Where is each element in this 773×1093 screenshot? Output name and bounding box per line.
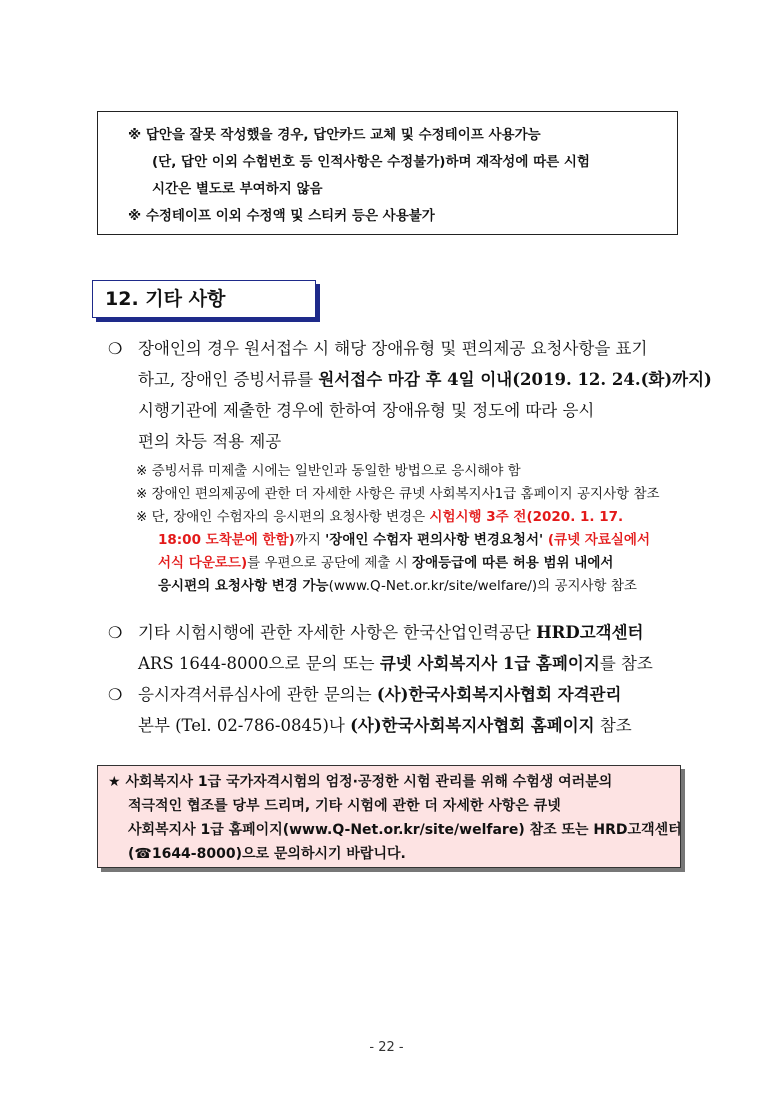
highlight-text: (큐넷 자료실에서 (543, 532, 651, 548)
deadline-text: 원서접수 마감 후 4일 이내(2019. 12. 24.(화)까지) (318, 370, 712, 389)
text-line: 편의 차등 적용 제공 (138, 432, 282, 451)
notice-line: 적극적인 협조를 당부 드리며, 기타 시험에 관한 더 자세한 사항은 큐넷 (128, 798, 561, 814)
notice-line: (☎1644-8000)으로 문의하시기 바랍니다. (128, 846, 406, 862)
text-span: 응시자격서류심사에 관한 문의는 (138, 685, 377, 704)
circle-bullet-icon: ❍ (108, 339, 123, 358)
text-span: 사회복지사 1급 국가자격시험의 엄정·공정한 시험 관리를 위해 수험생 여러분의 (125, 774, 613, 790)
bold-text: (사)한국사회복지사협회 홈페이지 (350, 716, 595, 735)
bold-text: HRD고객센터 (536, 623, 644, 642)
note-line (136, 506, 696, 529)
text-span: 기타 시험시행에 관한 자세한 사항은 한국산업인력공단 (138, 623, 537, 642)
bold-text: 응시편의 요청사항 변경 가능 (158, 578, 329, 594)
bold-text: 장애등급에 따른 허용 범위 내에서 (412, 555, 614, 571)
highlight-text: 18:00 도착분에 한함) (158, 532, 295, 548)
note-line: ※ 증빙서류 미제출 시에는 일반인과 동일한 방법으로 응시해야 함 (136, 463, 521, 479)
text-span: ※ 단, 장애인 수험자의 응시편의 요청사항 변경은 (136, 509, 430, 525)
paragraph-disability (108, 333, 712, 457)
text-line: 시행기관에 제출한 경우에 한하여 장애유형 및 정도에 따라 응시 (138, 401, 595, 420)
text-span: 를 우편으로 공단에 제출 시 (247, 555, 413, 571)
url-text: (www.Q-Net.or.kr/site/welfare/)의 공지사항 참조 (328, 578, 637, 594)
note-line: ※ 수정테이프 이외 수정액 및 스티커 등은 사용불가 (128, 208, 435, 224)
note-line: 시간은 별도로 부여하지 않음 (152, 181, 323, 197)
text-line (108, 617, 690, 648)
text-line: 장애인의 경우 원서접수 시 해당 장애유형 및 편의제공 요청사항을 표기 (138, 339, 648, 358)
circle-bullet-icon: ❍ (108, 685, 123, 704)
notice-line (108, 770, 668, 794)
highlight-text: 시험시행 3주 전(2020. 1. 17. (429, 509, 624, 525)
note-line (136, 529, 696, 552)
circle-bullet-icon: ❍ (108, 623, 123, 642)
text-span: 나 (328, 716, 351, 735)
text-line (108, 710, 690, 741)
text-span: 본부 (Tel. 02-786-0845) (138, 716, 329, 735)
text-span: 를 참조 (599, 654, 653, 673)
form-name-text: '장애인 수험자 편의사항 변경요청서' (325, 532, 544, 548)
note-line (136, 552, 696, 575)
page-number: - 22 - (369, 1040, 404, 1055)
exam-note-box (97, 111, 678, 235)
bold-text: 큐넷 사회복지사 1급 홈페이지 (379, 654, 600, 673)
note-line: (단, 답안 이외 수험번호 등 인적사항은 수정불가)하며 재작성에 따른 시험 (152, 154, 590, 170)
bold-text: (사)한국사회복지사협회 자격관리 (376, 685, 622, 704)
text-line (108, 648, 690, 679)
notice-line: 사회복지사 1급 홈페이지(www.Q-Net.or.kr/site/welfare) 참조 또는 HRD고객센터 (128, 822, 682, 838)
star-icon: ★ (108, 774, 121, 790)
highlight-text: 서식 다운로드) (158, 555, 248, 571)
notice-box (97, 765, 681, 868)
note-line: ※ 장애인 편의제공에 관한 더 자세한 사항은 큐넷 사회복지사1급 홈페이지 공지사항 참조 (136, 486, 660, 502)
note-line: ※ 답안을 잘못 작성했을 경우, 답안카드 교체 및 수정테이프 사용가능 (128, 127, 541, 143)
section-heading: 12. 기타 사항 (92, 280, 316, 318)
text-span: ARS 1644-8000으로 문의 또는 (138, 654, 380, 673)
text-line (108, 364, 712, 395)
note-line (136, 575, 696, 598)
text-span: 까지 (294, 532, 326, 548)
text-line (108, 679, 690, 710)
paragraph-hrd-center (108, 617, 690, 679)
notes-block (136, 460, 696, 598)
text-span: 하고, 장애인 증빙서류를 (138, 370, 319, 389)
paragraph-qualification (108, 679, 690, 741)
text-span: 참조 (594, 716, 632, 735)
